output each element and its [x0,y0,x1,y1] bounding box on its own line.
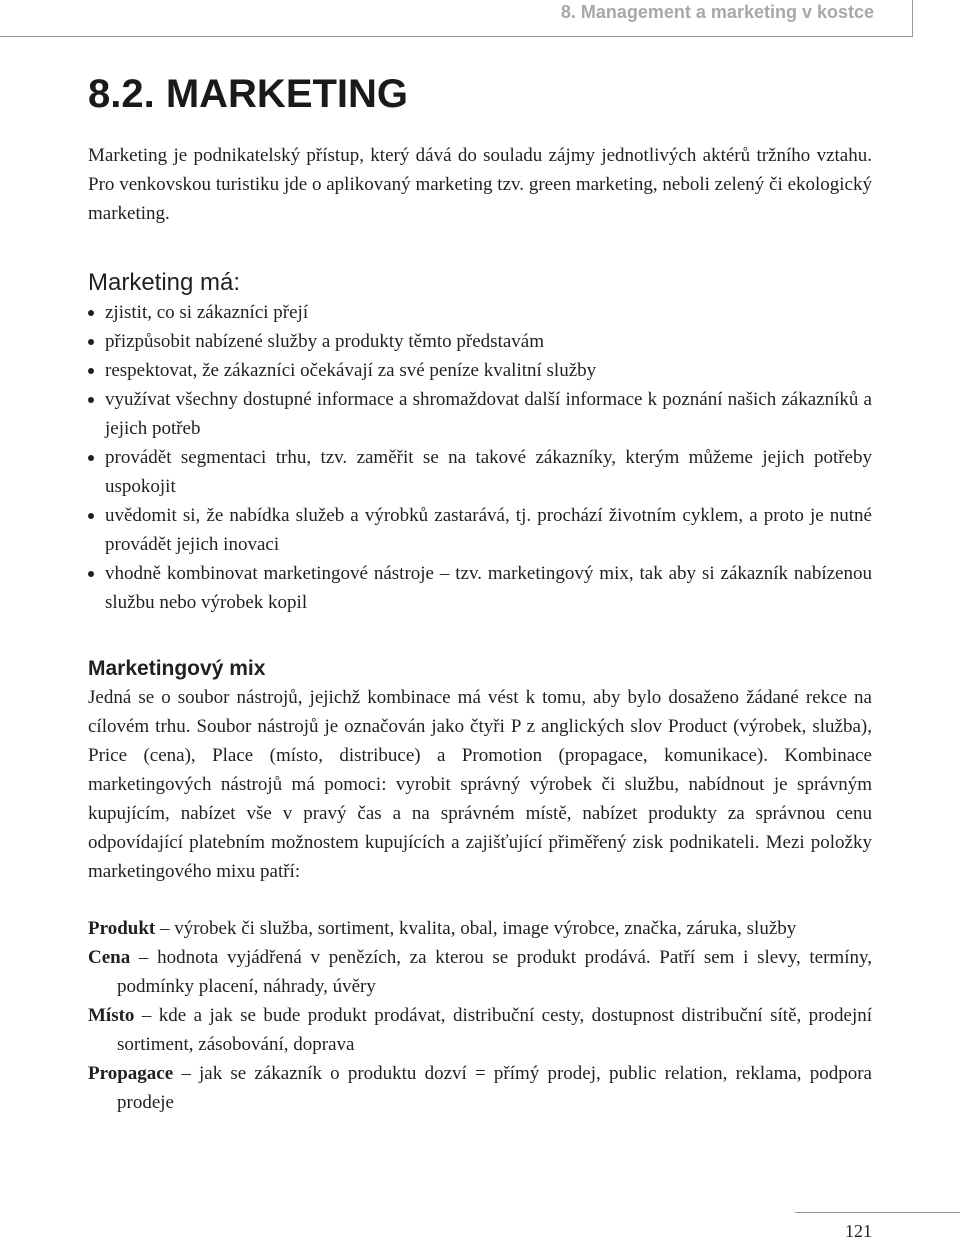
definition-text: – výrobek či služba, sortiment, kvalita, obal, image výrobce, značka, záruka, služby [155,918,797,939]
bullet-icon [88,455,94,461]
definition-text: – hodnota vyjádřená v penězích, za kterou se produkt prodává. Patří sem i slevy, termíny, podmínky placení, náhrady, úvěry [117,947,872,997]
definition-text: – jak se zákazník o produktu dozví = přímý prodej, public relation, reklama, podpora prodeje [117,1063,872,1113]
list-item-text: vhodně kombinovat marketingové nástroje – tzv. marketingový mix, tak aby si zákazník nabízenou službu nebo výrobek kopil [105,563,872,613]
list-item-text: zjistit, co si zákazníci přejí [105,302,309,323]
marketing-mix-paragraph: Jedná se o soubor nástrojů, jejichž kombinace má vést k tomu, aby bylo dosaženo žádané rekce na cílovém trhu. Soubor nástrojů je označován jako čtyři P z anglických slov Product (výrobek, služba), Price (cena), Place (místo, distribuce) a Promotion (propagace, komunikace). Kombinace marketingových nástrojů má pomoci: vyrobit správný výrobek či službu, nabídnout je správným kupujícím, nabízet vše v pravý čas a na správném místě, nabízet produkty za správnou cenu odpovídající platebním možnostem kupujících a zajišťující přiměřený zisk podnikateli. Mezi položky marketingového mixu patří: [88,687,872,882]
list-item [88,443,872,501]
list-item [88,559,872,617]
bullet-icon [88,339,94,345]
bullet-icon [88,513,94,519]
list-item [88,356,872,385]
marketing-ma-heading: Marketing má: [88,269,241,296]
running-header [0,0,913,37]
definition-text: – kde a jak se bude produkt prodávat, distribuční cesty, dostupnost distribuční sítě, prodejní sortiment, zásobování, doprava [117,1005,872,1055]
running-header-title: 8. Management a marketing v kostce [560,2,874,22]
intro-paragraph: Marketing je podnikatelský přístup, který dává do souladu zájmy jednotlivých aktérů tržního vztahu. Pro venkovskou turistiku jde o aplikovaný marketing tzv. green marketing, neboli zelený či ekologický marketing. [88,145,872,224]
definition-term: Cena [88,947,131,968]
definition-term: Propagace [88,1063,174,1084]
section-title: 8.2. MARKETING [88,72,409,116]
list-item-text: respektovat, že zákazníci očekávají za své peníze kvalitní služby [105,360,597,381]
bullet-icon [88,571,94,577]
definition-term: Místo [88,1005,135,1026]
definition-item [88,914,872,943]
list-item-text: provádět segmentaci trhu, tzv. zaměřit se na takové zákazníky, kterým můžeme jejich potřeby uspokojit [105,447,872,497]
bullet-icon [88,310,94,316]
footer-rule [795,1212,960,1213]
list-item [88,385,872,443]
definition-term: Produkt [88,918,156,939]
definition-item [88,943,872,1001]
list-item-text: přizpůsobit nabízené služby a produkty těmto představám [105,331,544,352]
marketing-mix-definitions [88,914,872,1117]
list-item [88,327,872,356]
marketing-mix-heading: Marketingový mix [88,657,266,680]
list-item-text: využívat všechny dostupné informace a shromaždovat další informace k poznání našich zákazníků a jejich potřeb [105,389,872,439]
page-number: 121 [845,1221,872,1241]
definition-item [88,1059,872,1117]
bullet-icon [88,368,94,374]
definition-item [88,1001,872,1059]
list-item [88,501,872,559]
marketing-tasks-list [88,298,872,617]
bullet-icon [88,397,94,403]
list-item [88,298,872,327]
list-item-text: uvědomit si, že nabídka služeb a výrobků zastarává, tj. prochází životním cyklem, a proto je nutné provádět jejich inovaci [105,505,872,555]
